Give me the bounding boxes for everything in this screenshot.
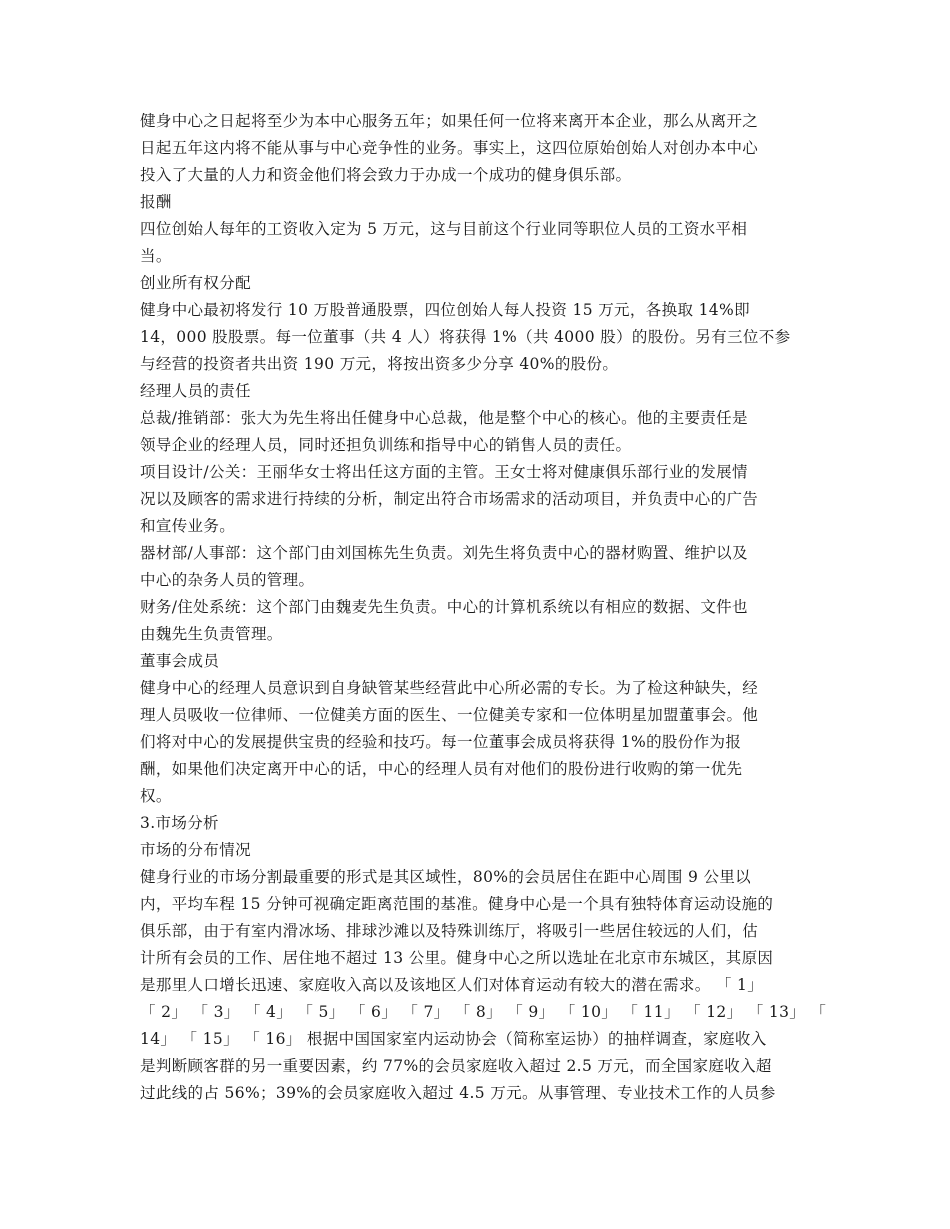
- text-line: 健身中心之日起将至少为本中心服务五年；如果任何一位将来离开本企业，那么从离开之: [140, 112, 759, 130]
- text-line: 与经营的投资者共出资 190 万元，将按出资多少分享 40%的股份。: [140, 355, 619, 373]
- text-line: 是那里人口增长迅速、家庭收入高以及该地区人们对体育运动有较大的潜在需求。 「 1」: [140, 976, 764, 994]
- section-heading: 市场的分布情况: [140, 841, 251, 859]
- text-line: 日起五年这内将不能从事与中心竞争性的业务。事实上，这四位原始创始人对创办本中心: [140, 139, 759, 157]
- text-line: 计所有会员的工作、居住地不超过 13 公里。健身中心之所以选址在北京市东城区，其原因: [140, 949, 774, 967]
- text-line: 过此线的占 56%；39%的会员家庭收入超过 4.5 万元。从事管理、专业技术工作的人员参: [140, 1084, 776, 1102]
- text-line: 财务/住处系统：这个部门由魏麦先生负责。中心的计算机系统以有相应的数据、文件也: [140, 598, 748, 616]
- text-line: 由魏先生负责管理。: [140, 625, 283, 643]
- document-body: [140, 108, 827, 1107]
- text-line: 健身行业的市场分割最重要的形式是其区域性，80%的会员居住在距中心周围 9 公里以: [140, 868, 752, 886]
- text-line: 当。: [140, 247, 172, 265]
- text-line: 酬，如果他们决定离开中心的话，中心的经理人员有对他们的股份进行收购的第一优先: [140, 760, 743, 778]
- text-line: 内，平均车程 15 分钟可视确定距离范围的基准。健身中心是一个具有独特体育运动设施的: [140, 895, 774, 913]
- section-heading: 经理人员的责任: [140, 382, 251, 400]
- text-line: 俱乐部，由于有室内滑冰场、排球沙滩以及特殊训练厅，将吸引一些居住较远的人们，估: [140, 922, 759, 940]
- text-line: 14」 「 15」 「 16」 根据中国国家室内运动协会（简称室运协）的抽样调查，家庭收入: [140, 1030, 767, 1048]
- text-line: 中心的杂务人员的管理。: [140, 571, 315, 589]
- text-line: 健身中心的经理人员意识到自身缺管某些经营此中心所必需的专长。为了检这种缺失，经: [140, 679, 759, 697]
- text-line: 况以及顾客的需求进行持续的分析，制定出符合市场需求的活动项目，并负责中心的广告: [140, 490, 759, 508]
- text-line: 和宣传业务。: [140, 517, 236, 535]
- text-line: 四位创始人每年的工资收入定为 5 万元，这与目前这个行业同等职位人员的工资水平相: [140, 220, 748, 238]
- text-line: 14，000 股股票。每一位董事（共 4 人）将获得 1%（共 4000 股）的股份。另有三位不参: [140, 328, 791, 346]
- text-line: 权。: [140, 787, 172, 805]
- text-line: 们将对中心的发展提供宝贵的经验和技巧。每一位董事会成员将获得 1%的股份作为报: [140, 733, 742, 751]
- text-line: 理人员吸收一位律师、一位健美方面的医生、一位健美专家和一位体明星加盟董事会。他: [140, 706, 759, 724]
- text-line: 投入了大量的人力和资金他们将会致力于办成一个成功的健身俱乐部。: [140, 166, 632, 184]
- section-heading: 董事会成员: [140, 652, 220, 670]
- section-heading: 3.市场分析: [140, 814, 219, 832]
- text-line: 是判断顾客群的另一重要因素，约 77%的会员家庭收入超过 2.5 万元，而全国家庭收入超: [140, 1057, 772, 1075]
- text-line: 健身中心最初将发行 10 万股普通股票，四位创始人每人投资 15 万元，各换取 14%即: [140, 301, 750, 319]
- text-line: 总裁/推销部：张大为先生将出任健身中心总裁，他是整个中心的核心。他的主要责任是: [140, 409, 748, 427]
- section-heading: 创业所有权分配: [140, 274, 251, 292]
- text-line: 「 2」 「 3」 「 4」 「 5」 「 6」 「 7」 「 8」 「 9」 「 10」 「 11」 「 12」 「 13」 「: [140, 1003, 827, 1021]
- text-line: 领导企业的经理人员，同时还担负训练和指导中心的销售人员的责任。: [140, 436, 632, 454]
- section-heading: 报酬: [140, 193, 172, 211]
- text-line: 器材部/人事部：这个部门由刘国栋先生负责。刘先生将负责中心的器材购置、维护以及: [140, 544, 748, 562]
- text-line: 项目设计/公关：王丽华女士将出任这方面的主管。王女士将对健康俱乐部行业的发展情: [140, 463, 748, 481]
